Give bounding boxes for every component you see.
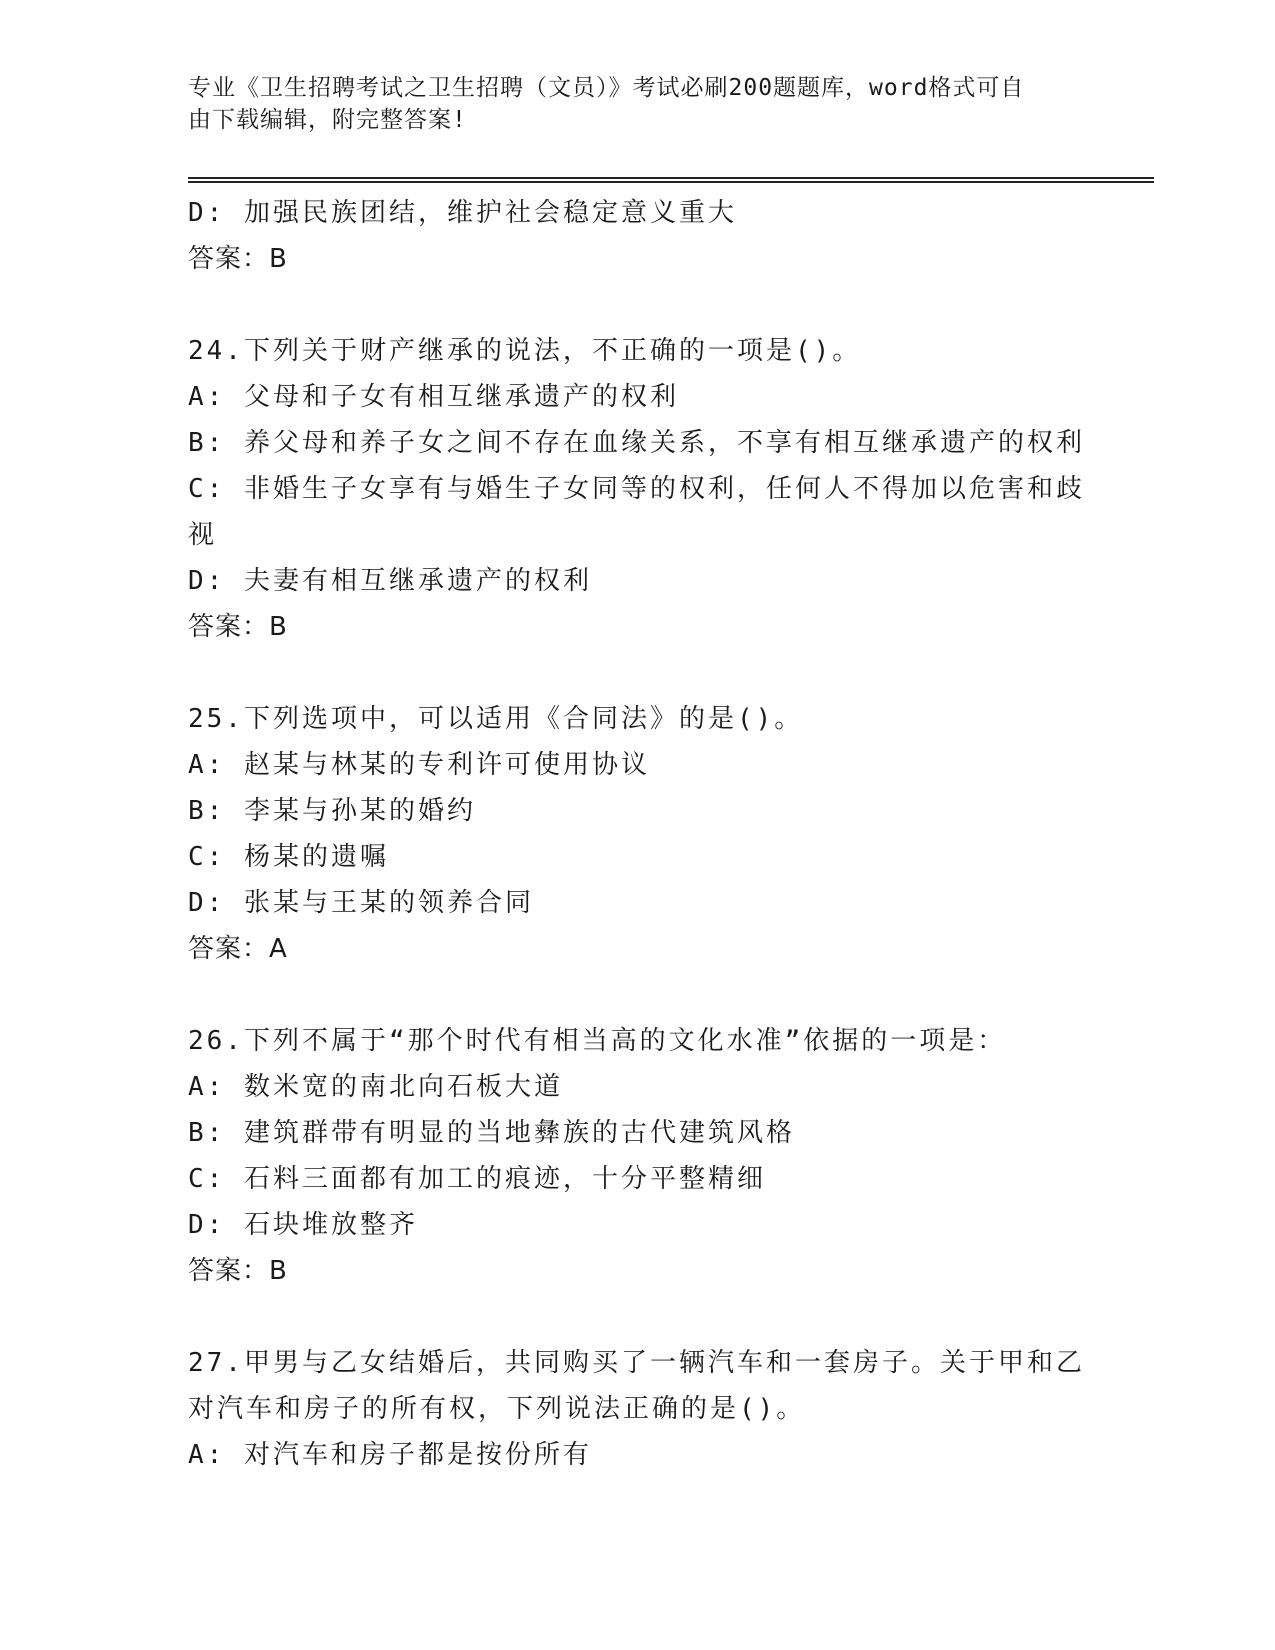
spacer: [188, 650, 1088, 696]
option-b: B: 建筑群带有明显的当地彝族的古代建筑风格: [188, 1118, 795, 1148]
answer-line: 答案：B: [188, 244, 288, 274]
question-25: [188, 696, 1088, 972]
option-c-line-2: 视: [188, 520, 218, 550]
question-stem: 26.下列不属于“那个时代有相当高的文化水准”依据的一项是：: [188, 1026, 1007, 1056]
option-a: A: 对汽车和房子都是按份所有: [188, 1440, 592, 1470]
option-c: C: 杨某的遗嘱: [188, 842, 389, 872]
question-list: [188, 190, 1088, 1478]
question-stem: 24.下列关于财产继承的说法，不正确的一项是()。: [188, 336, 862, 366]
header-divider: [188, 177, 1154, 183]
spacer: [188, 282, 1088, 328]
answer-line: 答案：B: [188, 612, 288, 642]
option-a: A: 数米宽的南北向石板大道: [188, 1072, 563, 1102]
option-c-line-1: C: 非婚生子女享有与婚生子女同等的权利，任何人不得加以危害和歧: [188, 474, 1085, 504]
spacer: [188, 1294, 1088, 1340]
option-b: B: 养父母和养子女之间不存在血缘关系，不享有相互继承遗产的权利: [188, 428, 1085, 458]
header-line-1: 专业《卫生招聘考试之卫生招聘（文员）》考试必刷200题题库，word格式可自: [188, 75, 1025, 101]
question-26: [188, 1018, 1088, 1294]
option-b: B: 李某与孙某的婚约: [188, 796, 476, 826]
answer-line: 答案：B: [188, 1256, 288, 1286]
answer-line: 答案：A: [188, 934, 288, 964]
spacer: [188, 972, 1088, 1018]
option-d: D: 夫妻有相互继承遗产的权利: [188, 566, 592, 596]
question-stem-line-2: 对汽车和房子的所有权，下列说法正确的是()。: [188, 1394, 806, 1424]
question-stem-line-1: 27.甲男与乙女结婚后，共同购买了一辆汽车和一套房子。关于甲和乙: [188, 1348, 1085, 1378]
option-d: D: 石块堆放整齐: [188, 1210, 418, 1240]
question-stem: 25.下列选项中，可以适用《合同法》的是()。: [188, 704, 804, 734]
option-a: A: 赵某与林某的专利许可使用协议: [188, 750, 650, 780]
option-c: C: 石料三面都有加工的痕迹，十分平整精细: [188, 1164, 766, 1194]
question-27: [188, 1340, 1088, 1478]
question-24: [188, 328, 1088, 650]
header-line-2: 由下载编辑，附完整答案!: [188, 107, 467, 133]
option-d: D: 张某与王某的领养合同: [188, 888, 534, 918]
option-d: D: 加强民族团结，维护社会稳定意义重大: [188, 198, 737, 228]
document-header: [188, 72, 1088, 136]
question-23-fragment: [188, 190, 1088, 282]
option-a: A: 父母和子女有相互继承遗产的权利: [188, 382, 679, 412]
